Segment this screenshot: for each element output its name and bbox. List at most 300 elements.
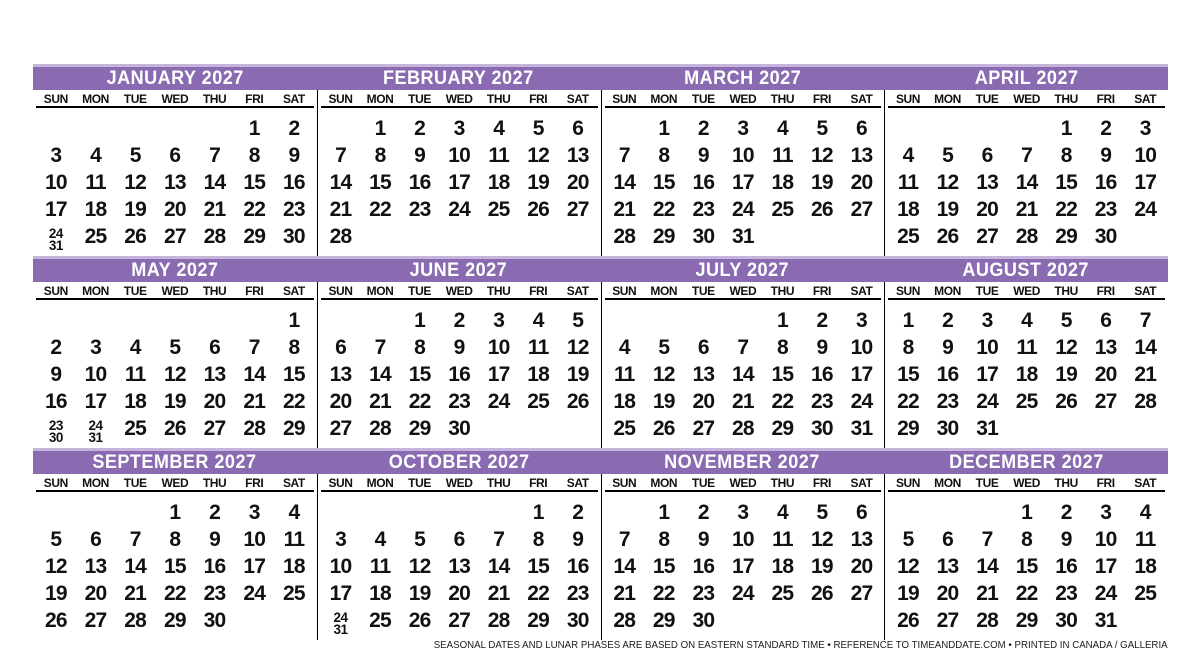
month-title: AUGUST 2027 [962,260,1090,281]
week-row [321,389,598,416]
week-row [605,500,882,527]
date-cell: 13 [936,555,959,578]
date-cell: 8 [1021,528,1033,551]
month-title: JANUARY 2027 [106,68,244,89]
month-body [601,474,885,640]
date-cell: 22 [1015,582,1038,605]
date-cell: 5 [169,336,181,359]
date-cell: 16 [203,555,226,578]
weekday-label: SAT [1134,284,1157,298]
date-cell: 28 [329,225,352,248]
empty-date-cell [644,308,684,335]
date-cell: 3 [90,336,101,359]
empty-date-cell [155,308,195,335]
date-cell: 10 [84,363,107,386]
date-cell: 9 [816,336,828,359]
date-cell: 8 [414,336,426,359]
date-cell: 13 [448,555,470,578]
month-block [317,448,601,640]
month-header [601,64,885,90]
week-row [36,362,314,389]
week-row [888,527,1165,554]
empty-date-cell [321,308,361,335]
weekday-label: FRI [245,284,264,298]
date-cell: 29 [652,609,675,632]
week-row [605,416,882,443]
weekday-label: SUN [328,476,353,490]
weeks [321,492,598,635]
date-cell: 26 [408,609,431,632]
date-cell: 24 [1134,198,1157,221]
date-cell: 8 [169,528,181,551]
month-block [601,64,885,256]
date-cell: 4 [776,117,788,140]
date-cell: 12 [44,555,67,578]
weekday-label: FRI [812,284,831,298]
date-cell: 8 [374,144,386,167]
date-cell: 29 [408,417,431,440]
date-cell: 21 [243,390,266,413]
date-cell: 25 [613,417,636,440]
date-cell: 12 [897,555,919,578]
week-row [605,170,882,197]
date-cell: 13 [84,555,107,578]
date-cell: 16 [1055,555,1078,578]
empty-date-cell [802,608,842,635]
date-cell: 5 [658,336,670,359]
weekday-label: SUN [328,92,353,106]
week-row [888,143,1165,170]
week-row [605,197,882,224]
week-row [321,224,598,251]
date-cell: 17 [487,363,510,386]
week-row [888,581,1165,608]
date-cell: 18 [771,171,794,194]
weekday-label: SAT [566,476,589,490]
month-body [884,90,1168,256]
date-cell: 21 [1015,198,1038,221]
date-cell: 9 [1060,528,1072,551]
date-cell: 5 [902,528,914,551]
date-cell: 6 [697,336,709,359]
date-cell: 24 [850,390,873,413]
month-body [317,282,601,448]
date-cell: 23 [1055,582,1078,605]
week-row [321,116,598,143]
date-cell: 18 [369,582,391,605]
weekday-header-row [36,282,314,300]
weekday-label: TUE [123,284,147,298]
week-row [36,581,314,608]
date-cell: 9 [697,528,709,551]
date-cell: 15 [369,171,391,194]
date-cell: 31 [976,417,998,440]
week-row [888,224,1165,251]
week-row [605,116,882,143]
date-cell: 17 [448,171,470,194]
date-cell: 19 [163,390,186,413]
date-cell: 16 [811,363,833,386]
date-cell: 5 [1060,309,1072,332]
month-title: DECEMBER 2027 [948,452,1104,473]
date-cell: 30 [448,417,470,440]
month-header [33,256,317,282]
date-cell: 7 [248,336,260,359]
date-cell: 12 [408,555,431,578]
weeks [888,300,1165,443]
date-cell: 27 [850,198,873,221]
date-cell: 4 [618,336,630,359]
weekday-label: TUE [408,92,431,106]
empty-date-cell [1007,116,1047,143]
weekday-label: WED [729,284,757,298]
date-cell: 1 [288,309,300,332]
date-cell: 16 [448,363,470,386]
date-cell: 17 [731,555,754,578]
month-title: FEBRUARY 2027 [383,68,534,89]
date-cell: 31 [1094,609,1117,632]
month-block [884,256,1168,448]
date-cell: 9 [572,528,584,551]
week-row [36,224,314,251]
date-cell: 27 [163,225,186,248]
date-cell: 30 [692,225,715,248]
footer-note: SEASONAL DATES AND LUNAR PHASES ARE BASED ON EASTERN STANDARD TIME • REFERENCE TO TIMEANDDATE.COM • PRINTED IN CANADA / GALLERIA [434,640,1168,651]
date-cell: 29 [897,417,919,440]
month-body [601,90,885,256]
date-cell: 2 [1060,501,1072,524]
date-cell: 29 [243,225,266,248]
date-cell: 18 [84,198,107,221]
date-cell: 23 [692,198,715,221]
weekday-header-row [605,474,882,492]
date-cell: 20 [936,582,959,605]
weekday-label: MON [934,92,961,106]
date-cell: 11 [772,144,793,167]
date-cell: 21 [369,390,391,413]
date-cell: 18 [124,390,147,413]
date-cell: 13 [692,363,715,386]
date-cell: 26 [1055,390,1078,413]
date-cell: 8 [288,336,300,359]
empty-date-cell [155,116,195,143]
date-cell: 27 [1094,390,1117,413]
date-cell: 8 [776,336,788,359]
date-cell: 7 [493,528,505,551]
empty-date-cell [36,500,76,527]
date-cell: 27 [976,225,998,248]
month-header [33,448,317,474]
month-header [884,448,1168,474]
date-cell: 18 [771,555,794,578]
date-cell: 18 [613,390,636,413]
date-cell: 22 [408,390,431,413]
date-cell: 22 [163,582,186,605]
empty-date-cell [518,416,558,443]
weekday-header-row [888,90,1165,108]
month-block [601,256,885,448]
date-cell: 4 [374,528,386,551]
date-cell: 27 [566,198,589,221]
date-cell: 21 [203,198,226,221]
date-cell: 12 [1055,336,1078,359]
date-cell: 10 [850,336,873,359]
empty-date-cell [321,116,361,143]
date-cell: 15 [652,555,675,578]
date-cell: 7 [129,528,141,551]
weekday-label: THU [202,92,227,106]
date-cell: 2 [1100,117,1112,140]
month-block [33,256,317,448]
date-cell: 24 [487,390,510,413]
weekday-label: SUN [612,476,637,490]
date-cell [76,416,116,444]
date-cell: 2 [572,501,584,524]
date-cell: 23 [1094,198,1117,221]
date-cell: 13 [850,528,873,551]
date-cell: 20 [203,390,226,413]
empty-date-cell [479,416,519,443]
date-cell: 28 [976,609,998,632]
date-cell: 2 [942,309,953,332]
date-cell: 24 [731,582,754,605]
week-row [888,362,1165,389]
week-row [888,608,1165,635]
date-cell: 24 [976,390,998,413]
date-cell: 20 [163,198,186,221]
date-cell: 24 [448,198,470,221]
empty-date-cell [1046,416,1086,443]
month-body [884,282,1168,448]
weekday-label: MON [650,476,678,490]
weekday-label: MON [366,92,394,106]
date-cell: 3 [737,501,749,524]
date-cell: 4 [1021,309,1033,332]
weekday-header-row [888,474,1165,492]
empty-date-cell [274,608,314,635]
date-cell: 10 [448,144,470,167]
month-block [884,64,1168,256]
date-cell: 28 [487,609,510,632]
weekday-label: TUE [691,284,715,298]
week-row [605,308,882,335]
date-cell: 14 [203,171,226,194]
weekday-label: WED [445,92,473,106]
empty-date-cell [1125,608,1165,635]
date-cell: 17 [976,363,998,386]
weekday-label: THU [1054,92,1078,106]
date-cell: 19 [1055,363,1078,386]
date-cell: 15 [408,363,431,386]
date-cell: 28 [369,417,391,440]
date-cell: 13 [566,144,589,167]
month-header [884,64,1168,90]
empty-date-cell [360,500,400,527]
empty-date-cell [439,500,479,527]
weekday-label: MON [366,284,394,298]
week-row [36,527,314,554]
weekday-label: THU [486,284,511,298]
empty-date-cell [723,308,763,335]
empty-date-cell [723,608,763,635]
date-number: 31 [48,238,63,253]
week-row [888,308,1165,335]
date-cell: 14 [369,363,391,386]
weekday-label: SUN [612,284,637,298]
month-body [33,90,317,256]
date-cell: 16 [936,363,959,386]
weekday-label: SAT [850,476,873,490]
date-number: 31 [88,430,103,445]
date-cell: 5 [816,117,828,140]
month-header [317,64,601,90]
date-cell: 15 [897,363,919,386]
date-cell: 8 [532,528,544,551]
date-cell: 20 [976,198,998,221]
date-cell: 6 [90,528,101,551]
date-cell: 27 [692,417,715,440]
month-header [601,256,885,282]
date-cell: 10 [1094,528,1117,551]
empty-date-cell [234,608,274,635]
date-cell: 3 [335,528,346,551]
week-row [888,416,1165,443]
date-cell: 23 [692,582,715,605]
date-cell: 3 [737,117,749,140]
week-row [888,170,1165,197]
month-body [317,474,601,640]
weekday-label: SUN [43,284,68,298]
weekday-label: SAT [282,476,305,490]
date-cell: 9 [453,336,465,359]
date-cell: 30 [692,609,715,632]
date-cell: 22 [652,582,675,605]
date-cell: 14 [1134,336,1157,359]
empty-date-cell [763,224,803,251]
week-row [321,197,598,224]
date-cell: 6 [856,501,867,524]
date-number: 23 [48,418,63,433]
date-cell: 8 [248,144,260,167]
date-cell: 15 [652,171,675,194]
date-cell: 14 [124,555,147,578]
date-cell: 19 [811,555,833,578]
date-cell: 29 [163,609,186,632]
weekday-header-row [36,90,314,108]
month-body [33,282,317,448]
date-cell: 11 [897,171,919,194]
date-cell: 11 [1016,336,1037,359]
date-cell: 30 [1055,609,1078,632]
month-header [884,256,1168,282]
date-cell: 10 [976,336,998,359]
date-cell: 28 [613,609,636,632]
date-cell: 1 [658,117,670,140]
week-row [321,527,598,554]
date-cell: 3 [453,117,465,140]
week-row [888,500,1165,527]
weeks [605,108,882,251]
date-cell: 24 [731,198,754,221]
weekday-label: WED [1013,476,1041,490]
empty-date-cell [928,116,968,143]
weekday-header-row [321,282,598,300]
date-cell: 1 [414,309,426,332]
date-cell: 12 [527,144,550,167]
weekday-label: SAT [850,92,873,106]
date-cell: 18 [1134,555,1157,578]
date-cell: 9 [288,144,300,167]
weekday-label: SAT [1134,92,1157,106]
date-cell: 2 [697,117,709,140]
calendar-grid [33,64,1168,640]
month-header [317,448,601,474]
date-cell: 4 [288,501,300,524]
empty-date-cell [1125,224,1165,251]
weekday-label: MON [650,284,678,298]
empty-date-cell [321,500,361,527]
date-cell: 2 [209,501,220,524]
week-row [36,143,314,170]
date-cell: 25 [283,582,305,605]
date-cell: 11 [527,336,549,359]
week-row [36,500,314,527]
date-cell: 19 [527,171,550,194]
date-cell: 4 [90,144,101,167]
date-cell: 13 [976,171,998,194]
date-cell: 20 [448,582,470,605]
weekday-label: MON [366,476,394,490]
weekday-label: TUE [123,476,147,490]
date-cell: 11 [283,528,305,551]
date-cell: 7 [981,528,993,551]
date-cell: 25 [84,225,107,248]
weekday-label: MON [82,92,109,106]
week-row [888,116,1165,143]
date-cell: 10 [487,336,510,359]
date-cell: 5 [816,501,828,524]
weekday-label: SUN [895,476,921,490]
date-cell: 7 [618,144,630,167]
date-cell: 27 [936,609,959,632]
date-cell: 24 [243,582,266,605]
weekday-label: FRI [529,284,548,298]
date-cell: 31 [850,417,873,440]
date-cell: 25 [1015,390,1038,413]
weekday-label: FRI [1096,284,1115,298]
empty-date-cell [558,224,598,251]
date-cell: 6 [335,336,346,359]
week-row [321,500,598,527]
week-row [888,554,1165,581]
date-cell: 29 [527,609,550,632]
weekday-label: SUN [895,284,921,298]
month-block [317,256,601,448]
date-cell: 27 [448,609,470,632]
date-cell: 15 [283,363,305,386]
empty-date-cell [605,116,645,143]
date-cell: 18 [897,198,919,221]
date-cell: 9 [209,528,220,551]
weekday-label: THU [1054,476,1078,490]
date-cell: 30 [566,609,589,632]
empty-date-cell [234,308,274,335]
date-cell: 3 [248,501,260,524]
date-number: 24 [333,610,348,625]
month-title: OCTOBER 2027 [388,452,530,473]
weekday-label: TUE [975,92,999,106]
weekday-label: THU [486,92,511,106]
